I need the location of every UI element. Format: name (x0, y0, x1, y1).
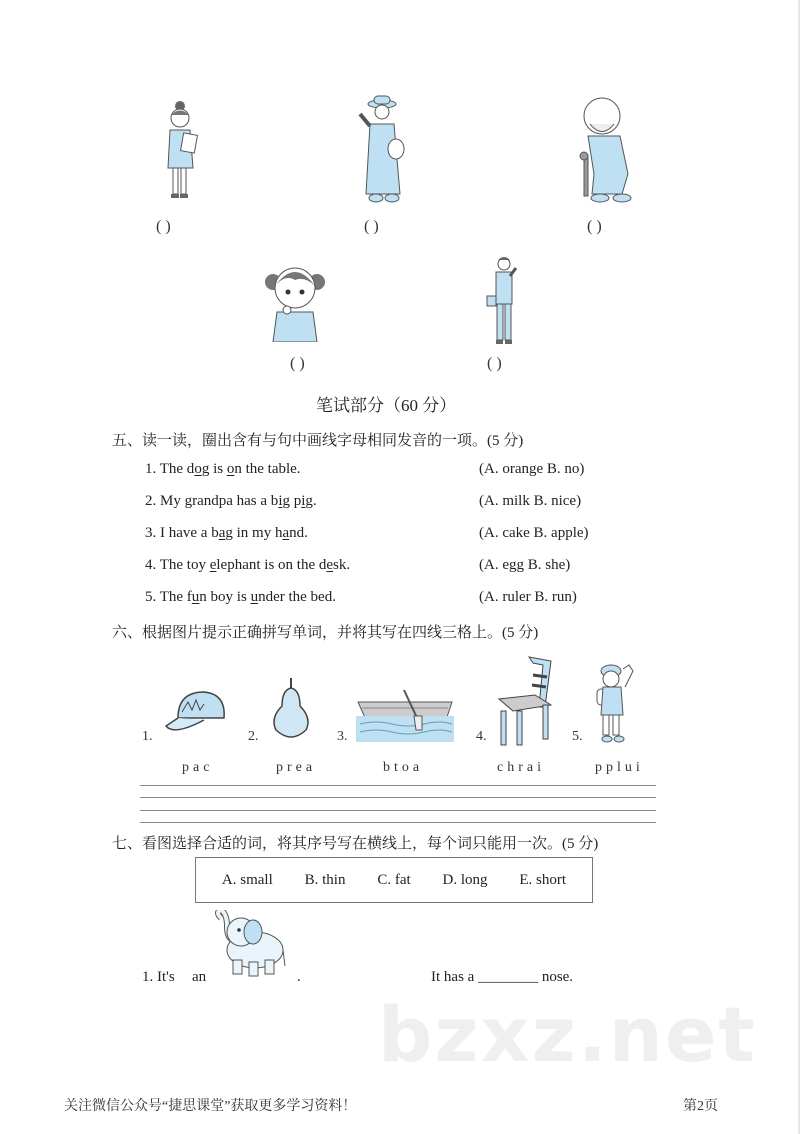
s5-options-5[interactable]: (A. ruler B. run) (479, 589, 577, 605)
s6-letters-5: pplui (595, 760, 644, 775)
s7-q1-period: . (297, 969, 301, 985)
s5-item-5: 5. The fun boy is under the bed. (145, 589, 336, 605)
s6-num-5: 5. (572, 729, 583, 744)
s6-letters-3: btoa (383, 760, 424, 775)
four-line-grid-line-2[interactable] (140, 797, 656, 798)
s5-item-2: 2. My grandpa has a big pig. (145, 493, 317, 509)
chair-picture (495, 655, 555, 752)
s6-num-3: 3. (337, 729, 348, 744)
s5-options-3[interactable]: (A. cake B. apple) (479, 525, 589, 541)
s6-num-4: 4. (476, 729, 487, 744)
s5-item-3: 3. I have a bag in my hand. (145, 525, 308, 541)
s5-options-4[interactable]: (A. egg B. she) (479, 557, 571, 573)
s5-item-4: 4. The toy elephant is on the desk. (145, 557, 351, 573)
answer-blank-5[interactable]: ( ) (487, 355, 502, 372)
word-option-a: A. small (221, 871, 273, 888)
four-line-grid-line-3[interactable] (140, 810, 656, 811)
man-figure (484, 256, 524, 351)
s7-q1-an: an (192, 969, 207, 985)
pear-picture (268, 678, 314, 745)
s5-item-1: 1. The dog is on the table. (145, 461, 301, 477)
girl-figure (265, 258, 325, 347)
section5-heading: 五、读一读，圈出含有与句中画线字母相同发音的一项。(5 分) (112, 433, 524, 449)
page-number: 第2页 (683, 1099, 718, 1114)
written-part-title: 笔试部分（60 分） (316, 396, 457, 415)
answer-blank-4[interactable]: ( ) (290, 355, 305, 372)
grandpa-figure (572, 94, 638, 209)
answer-blank-3[interactable]: ( ) (587, 218, 602, 235)
cap-picture (164, 688, 232, 741)
s7-q1-start: 1. It's (142, 969, 175, 985)
word-option-c: C. fat (377, 871, 411, 888)
grandma-figure (352, 94, 412, 209)
s6-num-1: 1. (142, 729, 153, 744)
section6-heading: 六、根据图片提示正确拼写单词，并将其写在四线三格上。(5 分) (112, 625, 539, 641)
s6-letters-1: pac (182, 760, 214, 775)
answer-blank-1[interactable]: ( ) (156, 218, 171, 235)
word-option-d: D. long (442, 871, 488, 888)
answer-blank-2[interactable]: ( ) (364, 218, 379, 235)
s7-q1-second-sentence[interactable]: It has a ________ nose. (431, 969, 574, 985)
section7-heading: 七、看图选择合适的词，将其序号写在横线上，每个词只能用一次。(5 分) (112, 836, 599, 852)
four-line-grid-line-4[interactable] (140, 822, 656, 823)
watermark: bzxz.net (378, 990, 757, 1079)
s6-num-2: 2. (248, 729, 259, 744)
s6-letters-2: prea (276, 760, 317, 775)
word-bank (195, 857, 593, 903)
word-option-b: B. thin (304, 871, 346, 888)
elephant-picture (213, 910, 289, 983)
word-option-e: E. short (519, 871, 567, 888)
s5-options-2[interactable]: (A. milk B. nice) (479, 493, 582, 509)
four-line-grid-line-1[interactable] (140, 785, 656, 786)
woman-figure (160, 98, 210, 207)
s5-options-1[interactable]: (A. orange B. no) (479, 461, 585, 477)
footer-note: 关注微信公众号“捷思课堂”获取更多学习资料！ (64, 1099, 357, 1114)
pupil-picture (593, 663, 637, 750)
s6-letters-4: chrai (497, 760, 545, 775)
boat-picture (356, 686, 454, 751)
